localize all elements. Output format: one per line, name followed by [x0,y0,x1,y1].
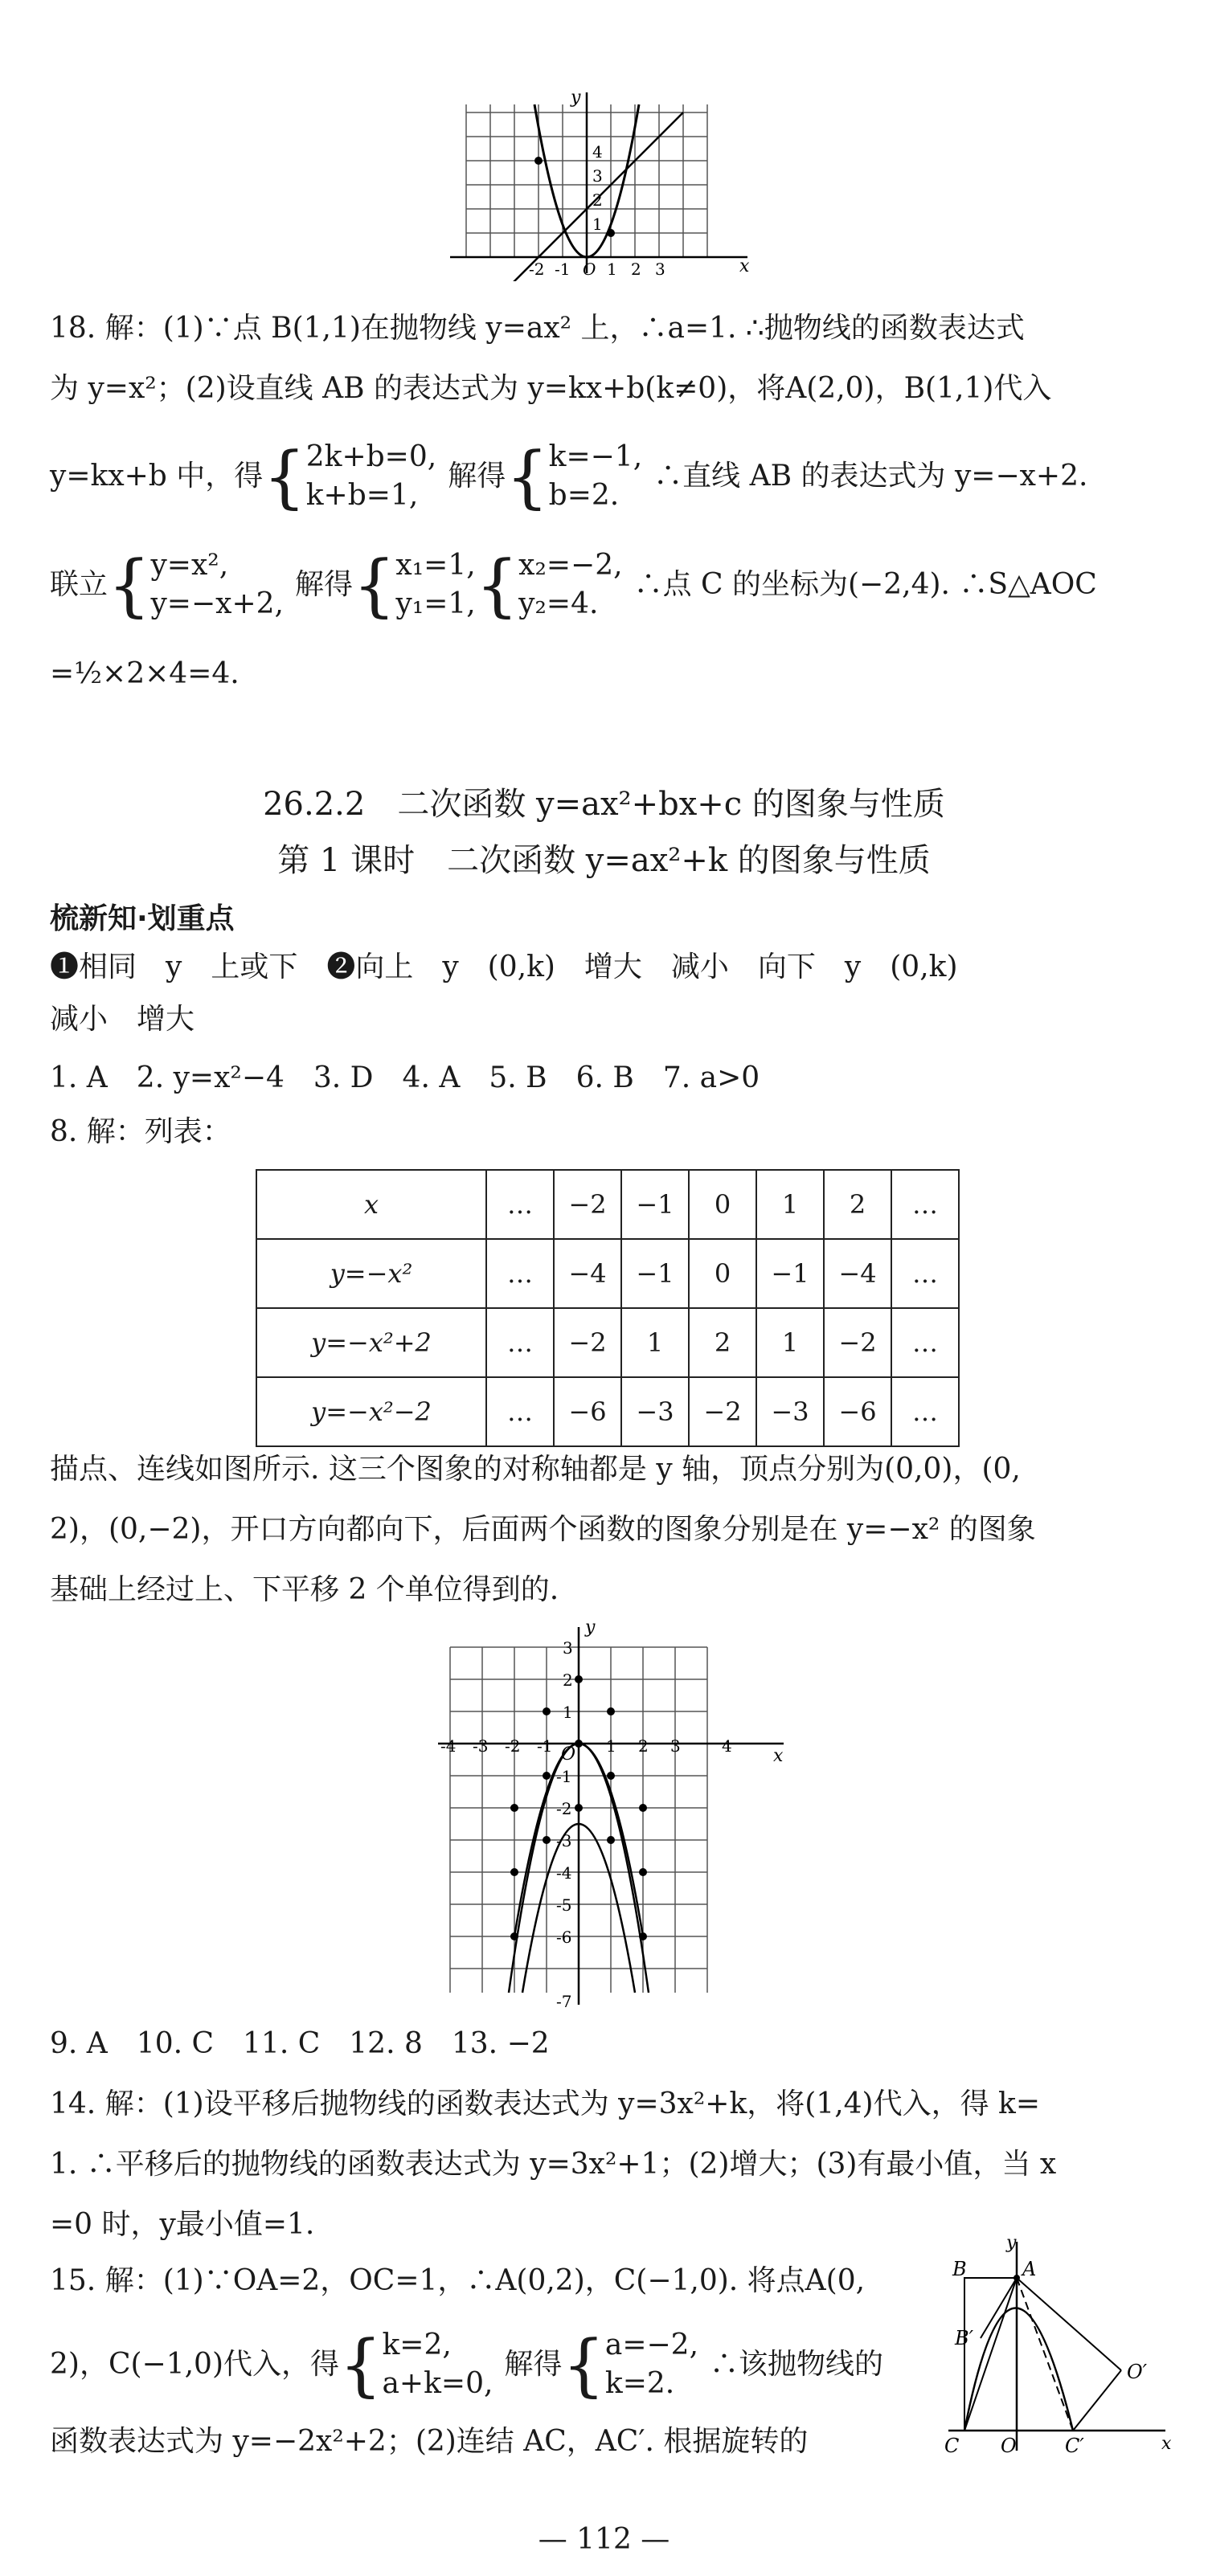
label-a: A [1022,2258,1037,2280]
system [150,546,283,624]
answers-9-13: 9. A 10. C 11. C 12. 8 13. −2 [50,2027,550,2060]
review-line-2: 减小 增大 [50,1003,195,1036]
fig1-ytick: 1 [592,215,603,234]
fig2-ytick: -3 [556,1831,572,1850]
system [518,546,622,624]
table-cell: … [486,1239,554,1308]
table-header: y=−x² [256,1239,486,1308]
eq: y₁=1, [395,587,476,620]
point-c [534,157,543,165]
fig2-ytick: -6 [556,1928,572,1947]
fig2-xtick: -1 [537,1736,553,1756]
table-cell: 1 [756,1308,824,1377]
fig2-ytick: -1 [556,1767,572,1786]
fig2-origin: O [561,1744,576,1764]
table-cell: −2 [689,1377,756,1446]
eq: y=x², [150,549,229,582]
fig2-xtick: 2 [638,1736,649,1756]
q15-line-1: 15. 解：(1)∵OA=2，OC=1，∴A(0,2)，C(−1,0). 将点A(0, [50,2264,866,2297]
fig1-xtick: 2 [631,260,641,279]
table-header: x [256,1170,486,1239]
table-cell: … [486,1308,554,1377]
table-cell: −4 [824,1239,891,1308]
fig2-ytick: 2 [563,1670,573,1690]
q18-line-3 [50,438,1087,515]
table-row [256,1308,959,1377]
q15-text: 解得 [504,2348,563,2381]
brace: { [562,2325,605,2404]
eq: k=−1, [548,440,643,473]
eq: k+b=1, [305,479,419,512]
fig2-ytick: 3 [563,1638,573,1658]
fig2-xtick: 4 [722,1736,732,1756]
table-cell: −2 [554,1308,621,1377]
table-cell: −1 [621,1239,689,1308]
q15-text: ∴该抛物线的 [710,2348,884,2381]
brace: { [263,437,306,516]
brace: { [339,2325,383,2404]
point-a [1013,2275,1020,2281]
fig1-xtick: O [583,260,596,279]
table-cell: 1 [756,1170,824,1239]
q18-line-4 [50,546,1097,624]
system [382,2326,493,2403]
fig2-xtick: 3 [670,1736,681,1756]
system [395,546,475,624]
brace: { [475,546,519,624]
table-cell: −2 [554,1170,621,1239]
table-cell: 0 [689,1170,756,1239]
table-cell: −3 [756,1377,824,1446]
system [605,2326,698,2403]
fig2-ytick: -5 [556,1895,572,1915]
figure-rotation [932,2234,1181,2459]
table-cell: −1 [621,1170,689,1239]
fig2-ytick: -4 [556,1863,572,1883]
table-cell: … [891,1377,959,1446]
page-number: — 112 — [538,2523,670,2556]
q15-line-3: 函数表达式为 y=−2x²+2；(2)连结 AC，AC′. 根据旋转的 [50,2425,809,2458]
eq: k=2. [604,2367,675,2400]
table-cell: … [486,1377,554,1446]
table-row [256,1239,959,1308]
review-heading: 梳新知·划重点 [50,902,235,935]
q14-line-2: 1. ∴平移后的抛物线的函数表达式为 y=3x²+1；(2)增大；(3)有最小值，当 x [50,2148,1057,2181]
eq: y=−x+2, [150,587,284,620]
label-b: B [952,2258,967,2280]
fig1-xtick: 1 [607,260,617,279]
fig2-xtick: -2 [505,1736,521,1756]
brace: { [506,437,549,516]
q18-text: 解得 [448,460,506,493]
fig2-y-label: y [585,1617,596,1638]
table-cell: … [486,1170,554,1239]
fig3-y-label: y [1006,2234,1017,2253]
q15-line-2 [50,2326,883,2403]
q18-text: 解得 [294,568,353,601]
system [306,438,436,515]
label-c-prime: C′ [1065,2435,1084,2457]
q18-text: y=kx+b 中，得 [50,460,264,493]
fig1-ytick: 2 [592,190,603,210]
figure-parabola-line [442,88,780,281]
fig2-xtick: -3 [473,1736,489,1756]
q18-text: 联立 [50,568,109,601]
fig2-ytick: -2 [556,1799,572,1818]
point-b [607,229,615,237]
q18-text: ∴点 C 的坐标为(−2,4). ∴S△AOC [633,568,1097,601]
fig2-x-label: x [773,1746,784,1766]
fig1-xtick: 3 [655,260,665,279]
table-cell: 2 [689,1308,756,1377]
table-cell: 1 [621,1308,689,1377]
eq: b=2. [548,479,620,512]
table-cell: … [891,1239,959,1308]
eq: k=2, [382,2329,452,2361]
label-c: C [944,2435,960,2457]
segment-o-prime-c-prime [1073,2370,1121,2431]
table-cell: −6 [824,1377,891,1446]
fig1-ytick: 3 [592,166,603,186]
table-cell: 2 [824,1170,891,1239]
table-cell: −2 [824,1308,891,1377]
table-row [256,1377,959,1446]
fig1-x-label: x [739,256,750,276]
table-header: y=−x²+2 [256,1308,486,1377]
system [549,438,643,515]
eq: a+k=0, [382,2367,493,2400]
fig3-x-label: x [1161,2434,1172,2454]
answers-1-7: 1. A 2. y=x²−4 3. D 4. A 5. B 6. B 7. a>0 [50,1061,760,1094]
label-o-prime: O′ [1127,2361,1148,2383]
q18-text: ∴直线 AB 的表达式为 y=−x+2. [653,460,1088,493]
value-table [256,1169,960,1447]
table-cell: −4 [554,1239,621,1308]
segment-ao-prime [1017,2278,1121,2370]
brace: { [352,546,396,624]
fig1-ytick: 4 [592,142,603,162]
q8-text-3: 基础上经过上、下平移 2 个单位得到的. [50,1573,559,1606]
eq: x₁=1, [395,549,476,582]
table-row [256,1170,959,1239]
review-line-1: ❶相同 y 上或下 ❷向上 y (0,k) 增大 减小 向下 y (0,k) [50,951,958,983]
q14-line-1: 14. 解：(1)设平移后抛物线的函数表达式为 y=3x²+k，将(1,4)代入，得 k= [50,2087,1041,2120]
q15-text: 2)，C(−1,0)代入，得 [50,2348,340,2381]
fig1-y-label: y [571,88,581,108]
eq: 2k+b=0, [305,440,437,473]
segment-ac-prime [1017,2278,1073,2431]
table-header: y=−x²−2 [256,1377,486,1446]
eq: x₂=−2, [518,549,623,582]
label-o: O [1001,2435,1017,2457]
q14-line-3: =0 时，y最小值=1. [50,2208,315,2241]
table-cell: −6 [554,1377,621,1446]
table-cell: 0 [689,1239,756,1308]
q18-line-1: 18. 解：(1)∵点 B(1,1)在抛物线 y=ax² 上，∴a=1. ∴抛物线的函数表达式 [50,312,1025,345]
fig2-xtick: -4 [440,1736,457,1756]
fig2-ytick: 1 [563,1703,573,1722]
fig2-ytick: -7 [556,1992,572,2011]
lesson-title: 第 1 课时 二次函数 y=ax²+k 的图象与性质 [277,842,931,879]
label-b-prime: B′ [955,2327,974,2349]
fig1-xtick: -2 [529,260,545,279]
section-title: 26.2.2 二次函数 y=ax²+bx+c 的图象与性质 [263,786,945,823]
figure-three-parabolas [426,1615,804,2017]
q18-line-2: 为 y=x²；(2)设直线 AB 的表达式为 y=kx+b(k≠0)，将A(2,0)，B(1,1)代入 [50,372,1052,405]
fig1-xtick: -1 [555,260,571,279]
eq: y₂=4. [518,587,599,620]
table-cell: −3 [621,1377,689,1446]
q18-line-5: =½×2×4=4. [50,657,240,690]
parabola [964,2308,1073,2431]
q8-heading: 8. 解：列表： [50,1115,231,1148]
brace: { [108,546,151,624]
q8-text-2: 2)，(0,−2)，开口方向都向下，后面两个函数的图象分别是在 y=−x² 的图象 [50,1513,1036,1546]
segment-ac [964,2278,1017,2431]
q8-text-1: 描点、连线如图所示. 这三个图象的对称轴都是 y 轴，顶点分别为(0,0)，(0, [50,1453,1021,1486]
fig2-xtick: 1 [606,1736,616,1756]
table-cell: … [891,1170,959,1239]
eq: a=−2, [604,2329,699,2361]
table-cell: −1 [756,1239,824,1308]
table-cell: … [891,1308,959,1377]
